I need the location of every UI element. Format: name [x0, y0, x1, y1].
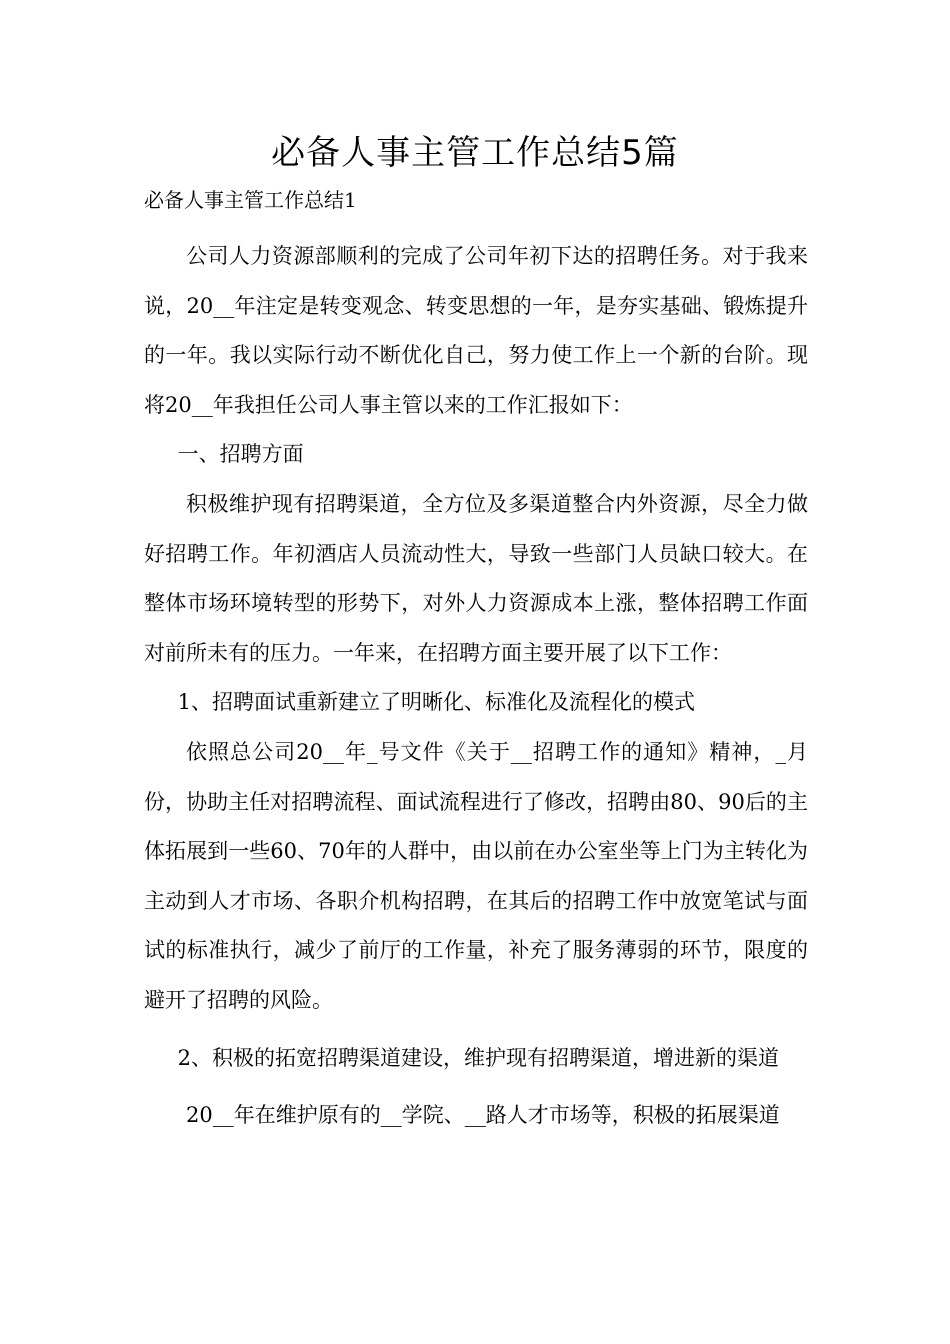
paragraph-item-1: 依照总公司20__年_号文件《关于__招聘工作的通知》精神，_月份，协助主任对招聘流程、面试流程进行了修改，招聘由80、90后的主体拓展到一些60、70年的人群中，由以前在办公室坐等上门为主转化为主动到人才市场、各职介机构招聘，在其后的招聘工作中放宽笔试与面试的标准执行，减少了前厅的工作量，补充了服务薄弱的环节，限度的避开了招聘的风险。: [144, 739, 808, 1012]
section-heading: 必备人事主管工作总结1: [144, 188, 357, 212]
heading-item-2: 2、积极的拓宽招聘渠道建设，维护现有招聘渠道，增进新的渠道: [177, 1045, 779, 1070]
document-title: 必备人事主管工作总结5篇: [271, 133, 679, 173]
paragraph-recruitment: 积极维护现有招聘渠道，全方位及多渠道整合内外资源，尽全力做好招聘工作。年初酒店人员流动性大，导致一些部门人员缺口较大。在整体市场环境转型的形势下，对外人力资源成本上涨，整体招聘工作面对前所未有的压力。一年来，在招聘方面主要开展了以下工作：: [144, 491, 808, 665]
paragraph-item-2: 20__年在维护原有的__学院、__路人才市场等，积极的拓展渠道: [186, 1103, 780, 1128]
heading-item-1: 1、招聘面试重新建立了明晰化、标准化及流程化的模式: [177, 690, 695, 715]
document-body: [144, 232, 808, 1141]
heading-recruitment: 一、招聘方面: [177, 442, 304, 467]
paragraph-intro: 公司人力资源部顺利的完成了公司年初下达的招聘任务。对于我来说，20__年注定是转变观念、转变思想的一年，是夯实基础、锻炼提升的一年。我以实际行动不断优化自己，努力使工作上一个新的台阶。现将20__年我担任公司人事主管以来的工作汇报如下：: [144, 244, 808, 417]
